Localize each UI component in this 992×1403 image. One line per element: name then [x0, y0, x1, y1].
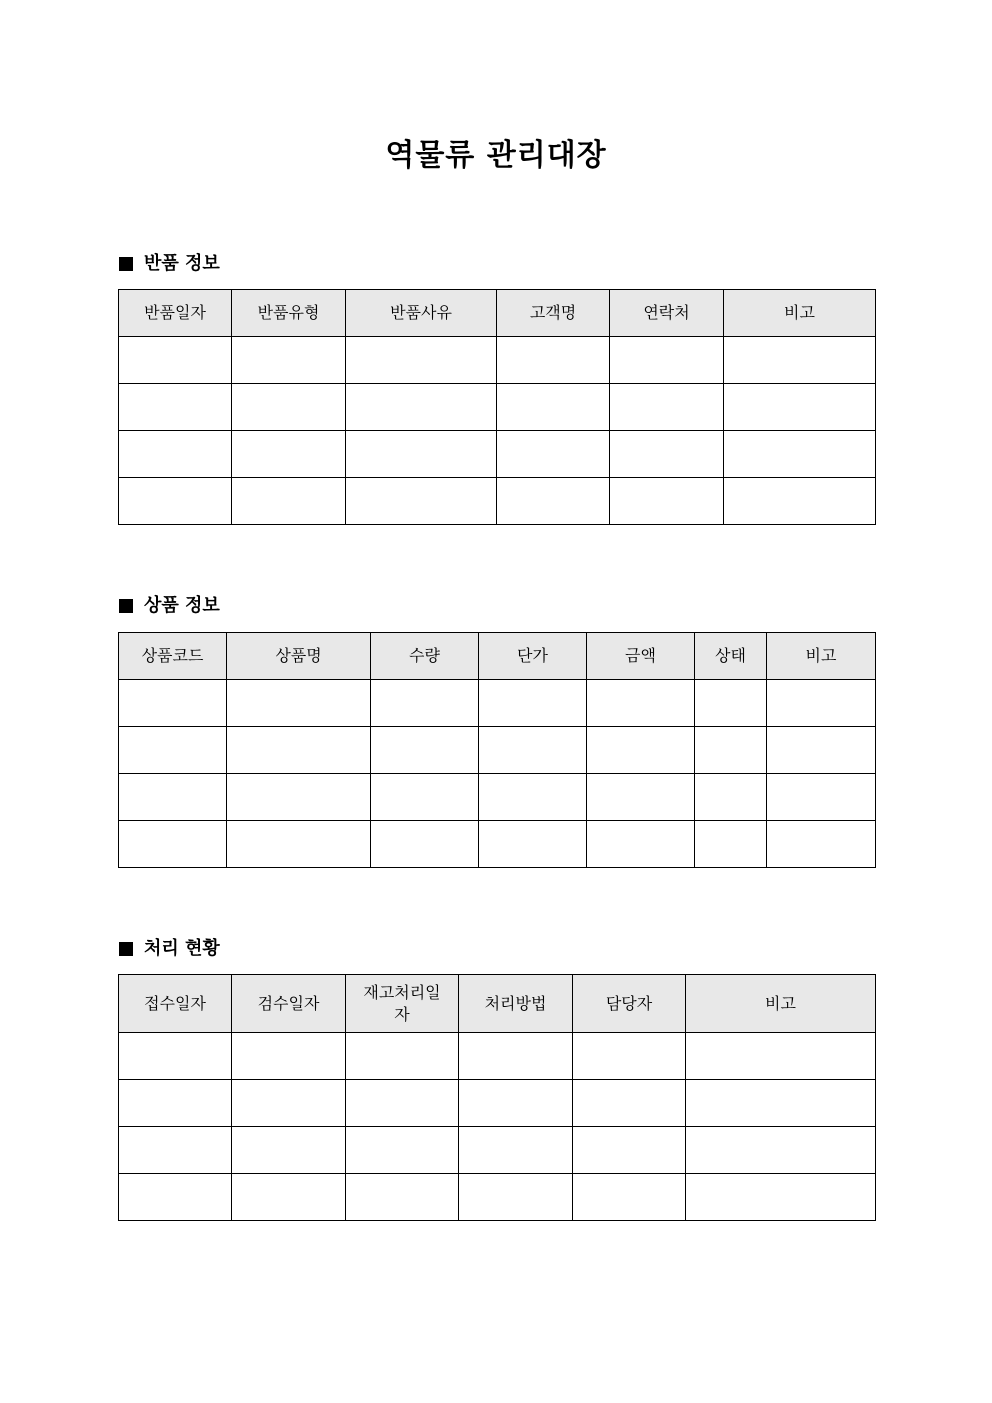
table-row	[119, 431, 876, 478]
table-cell[interactable]	[610, 431, 724, 478]
section-heading-label: 처리 현황	[144, 938, 220, 959]
table-cell[interactable]	[227, 774, 371, 821]
table-row	[119, 1033, 876, 1080]
table-cell[interactable]	[119, 478, 232, 525]
table-cell[interactable]	[610, 478, 724, 525]
column-header: 금액	[587, 633, 695, 680]
table-cell[interactable]	[695, 680, 767, 727]
table-cell[interactable]	[610, 384, 724, 431]
table-cell[interactable]	[767, 821, 876, 868]
table-cell[interactable]	[346, 1174, 459, 1221]
table-cell[interactable]	[232, 478, 346, 525]
table-cell[interactable]	[227, 821, 371, 868]
table-cell[interactable]	[232, 431, 346, 478]
table-cell[interactable]	[724, 431, 876, 478]
table-cell[interactable]	[232, 384, 346, 431]
table-cell[interactable]	[610, 337, 724, 384]
table-cell[interactable]	[371, 680, 479, 727]
table-cell[interactable]	[497, 431, 610, 478]
table-row	[119, 1174, 876, 1221]
table-cell[interactable]	[724, 478, 876, 525]
table-row	[119, 1127, 876, 1174]
table-cell[interactable]	[119, 337, 232, 384]
table-cell[interactable]	[573, 1127, 686, 1174]
table-cell[interactable]	[587, 821, 695, 868]
table-cell[interactable]	[232, 1127, 346, 1174]
table-cell[interactable]	[767, 727, 876, 774]
table-cell[interactable]	[371, 774, 479, 821]
return-info-table	[118, 289, 876, 525]
table-row	[119, 821, 876, 868]
table-cell[interactable]	[497, 337, 610, 384]
table-cell[interactable]	[587, 680, 695, 727]
column-header: 고객명	[497, 290, 610, 337]
column-header: 단가	[479, 633, 587, 680]
table-header-row	[119, 633, 876, 680]
column-header: 비고	[686, 975, 876, 1033]
table-cell[interactable]	[767, 680, 876, 727]
table-row	[119, 337, 876, 384]
table-cell[interactable]	[724, 337, 876, 384]
table-cell[interactable]	[479, 727, 587, 774]
table-cell[interactable]	[346, 1080, 459, 1127]
table-cell[interactable]	[587, 774, 695, 821]
table-cell[interactable]	[479, 680, 587, 727]
processing-status-table	[118, 974, 876, 1221]
table-cell[interactable]	[227, 680, 371, 727]
column-header: 접수일자	[119, 975, 232, 1033]
table-cell[interactable]	[686, 1127, 876, 1174]
table-cell[interactable]	[346, 1033, 459, 1080]
table-cell[interactable]	[573, 1174, 686, 1221]
column-header: 비고	[724, 290, 876, 337]
square-bullet-icon	[119, 257, 133, 271]
table-cell[interactable]	[371, 727, 479, 774]
table-row	[119, 727, 876, 774]
column-header: 상품코드	[119, 633, 227, 680]
table-row	[119, 680, 876, 727]
square-bullet-icon	[119, 942, 133, 956]
table-cell[interactable]	[695, 727, 767, 774]
table-cell[interactable]	[573, 1033, 686, 1080]
table-cell[interactable]	[232, 1174, 346, 1221]
table-cell[interactable]	[119, 821, 227, 868]
table-cell[interactable]	[346, 1127, 459, 1174]
table-cell[interactable]	[119, 727, 227, 774]
column-header: 수량	[371, 633, 479, 680]
table-cell[interactable]	[371, 821, 479, 868]
table-header-row	[119, 290, 876, 337]
column-header: 반품일자	[119, 290, 232, 337]
square-bullet-icon	[119, 599, 133, 613]
column-header: 상태	[695, 633, 767, 680]
table-row	[119, 478, 876, 525]
column-header: 검수일자	[232, 975, 346, 1033]
table-cell[interactable]	[119, 431, 232, 478]
product-info-table	[118, 632, 876, 868]
table-cell[interactable]	[346, 478, 497, 525]
table-cell[interactable]	[479, 774, 587, 821]
column-header: 비고	[767, 633, 876, 680]
table-cell[interactable]	[119, 1080, 232, 1127]
section-heading-processing-status	[119, 936, 220, 962]
page-title: 역물류 관리대장	[385, 138, 607, 173]
table-cell[interactable]	[459, 1127, 573, 1174]
section-heading-product-info	[119, 593, 220, 619]
column-header: 담당자	[573, 975, 686, 1033]
table-row	[119, 384, 876, 431]
column-header-label: 재고처리일자	[363, 982, 441, 1024]
table-cell[interactable]	[346, 384, 497, 431]
table-cell[interactable]	[587, 727, 695, 774]
column-header: 상품명	[227, 633, 371, 680]
table-cell[interactable]	[119, 680, 227, 727]
table-cell[interactable]	[573, 1080, 686, 1127]
table-cell[interactable]	[119, 1174, 232, 1221]
table-cell[interactable]	[232, 1033, 346, 1080]
table-cell[interactable]	[459, 1033, 573, 1080]
table-cell[interactable]	[232, 337, 346, 384]
table-cell[interactable]	[497, 478, 610, 525]
table-cell[interactable]	[227, 727, 371, 774]
table-row	[119, 774, 876, 821]
column-header: 처리방법	[459, 975, 573, 1033]
table-cell[interactable]	[695, 821, 767, 868]
table-cell[interactable]	[686, 1080, 876, 1127]
table-cell[interactable]	[459, 1174, 573, 1221]
table-cell[interactable]	[686, 1174, 876, 1221]
column-header: 반품사유	[346, 290, 497, 337]
table-cell[interactable]	[497, 384, 610, 431]
section-heading-label: 반품 정보	[144, 253, 220, 274]
table-cell[interactable]	[346, 337, 497, 384]
column-header: 반품유형	[232, 290, 346, 337]
table-cell[interactable]	[686, 1033, 876, 1080]
table-header-row	[119, 975, 876, 1033]
table-cell[interactable]	[119, 774, 227, 821]
section-heading-return-info	[119, 251, 220, 277]
table-cell[interactable]	[119, 1033, 232, 1080]
table-cell[interactable]	[767, 774, 876, 821]
table-cell[interactable]	[119, 384, 232, 431]
table-cell[interactable]	[346, 431, 497, 478]
column-header: 연락처	[610, 290, 724, 337]
table-cell[interactable]	[459, 1080, 573, 1127]
table-cell[interactable]	[724, 384, 876, 431]
table-cell[interactable]	[232, 1080, 346, 1127]
table-cell[interactable]	[479, 821, 587, 868]
section-heading-label: 상품 정보	[144, 595, 220, 616]
column-header	[346, 975, 459, 1033]
table-row	[119, 1080, 876, 1127]
table-cell[interactable]	[695, 774, 767, 821]
table-cell[interactable]	[119, 1127, 232, 1174]
